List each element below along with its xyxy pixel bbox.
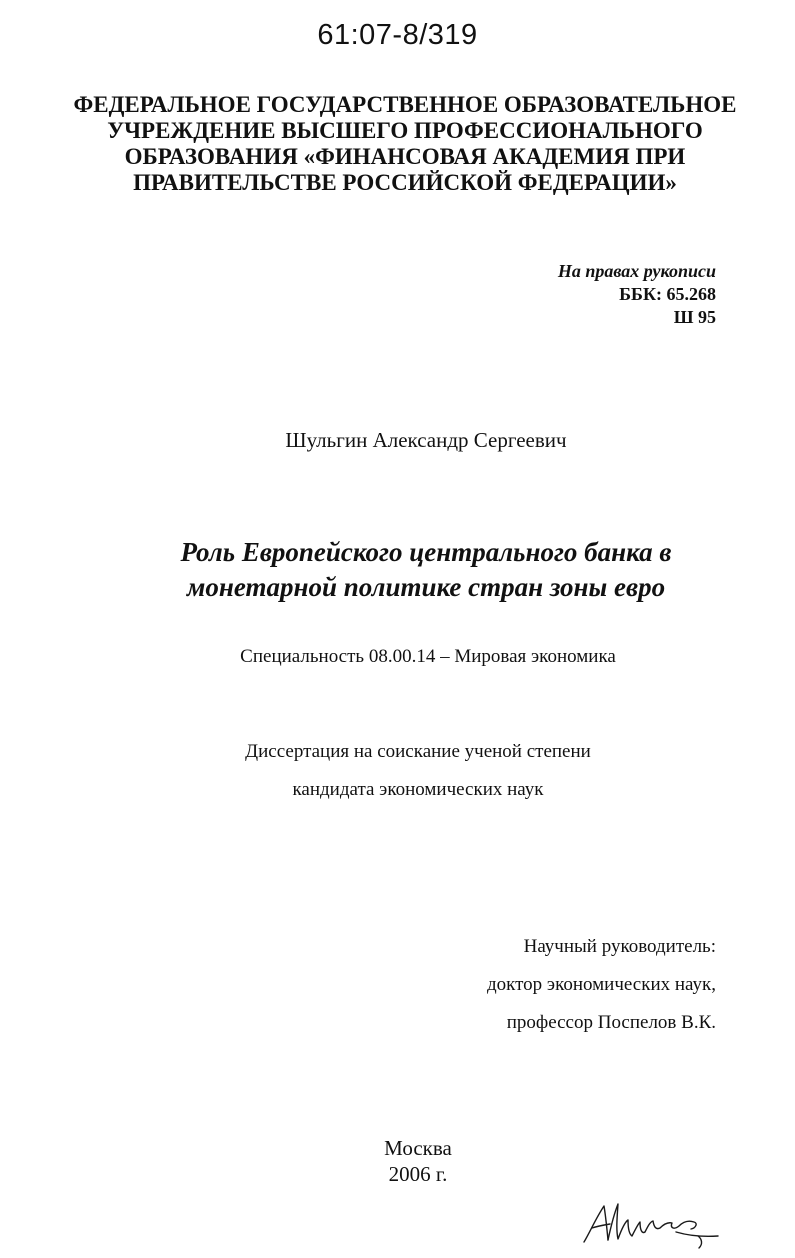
- title-line: монетарной политике стран зоны евро: [186, 572, 666, 602]
- manuscript-rights: На правах рукописи: [557, 261, 716, 281]
- degree-statement: [0, 733, 795, 809]
- city: Москва: [384, 1136, 452, 1160]
- institution-line: ФЕДЕРАЛЬНОЕ ГОСУДАРСТВЕННОЕ ОБРАЗОВАТЕЛЬНОЕ: [73, 92, 737, 117]
- title-line: Роль Европейского центрального банка в: [180, 537, 672, 567]
- year: 2006 г.: [388, 1162, 448, 1186]
- institution-line: ПРАВИТЕЛЬСТВЕ РОССИЙСКОЙ ФЕДЕРАЦИИ»: [133, 170, 677, 195]
- institution-line: УЧРЕЖДЕНИЕ ВЫСШЕГО ПРОФЕССИОНАЛЬНОГО: [107, 118, 703, 143]
- advisor-degree: доктор экономических наук,: [486, 974, 716, 995]
- degree-line: кандидата экономических наук: [292, 779, 544, 800]
- place-and-year: [0, 1135, 795, 1187]
- institution-line: ОБРАЗОВАНИЯ «ФИНАНСОВАЯ АКАДЕМИЯ ПРИ: [124, 144, 686, 169]
- institution-name: [60, 92, 750, 196]
- advisor-name: профессор Поспелов В.К.: [506, 1012, 716, 1033]
- bbk-code: ББК: 65.268: [619, 284, 716, 304]
- archive-code: 61:07-8/319: [317, 19, 478, 51]
- scientific-advisor: [487, 928, 716, 1042]
- author-name: Шульгин Александр Сергеевич: [285, 428, 567, 452]
- degree-line: Диссертация на соискание ученой степени: [245, 741, 591, 762]
- specialty: Специальность 08.00.14 – Мировая экономика: [240, 646, 616, 667]
- advisor-heading: Научный руководитель:: [523, 936, 716, 957]
- author-index: Ш 95: [673, 307, 716, 327]
- signature-icon: [578, 1192, 728, 1254]
- dissertation-title: [0, 535, 795, 605]
- rights-block: [558, 260, 716, 329]
